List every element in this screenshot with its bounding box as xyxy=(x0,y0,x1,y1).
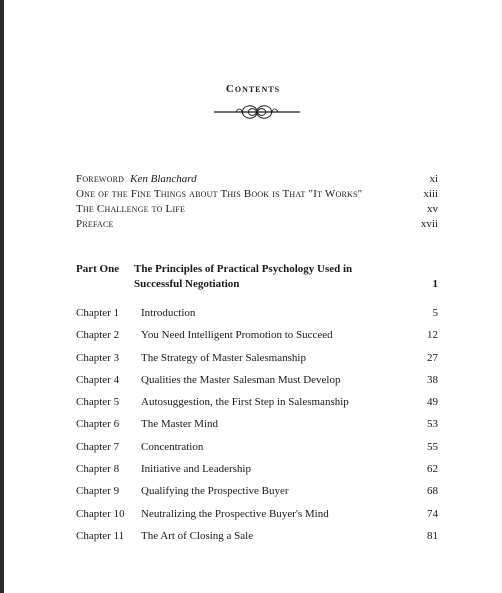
chapter-label: Chapter 11 xyxy=(76,529,125,542)
chapter-page: 12 xyxy=(427,329,438,342)
chapter-label: Chapter 9 xyxy=(76,485,120,498)
chapter-row[interactable] xyxy=(76,395,438,417)
chapter-page: 53 xyxy=(427,418,438,431)
front-matter-page: xiii xyxy=(423,188,438,200)
chapter-title: The Art of Closing a Sale xyxy=(141,529,254,542)
chapter-title: Concentration xyxy=(141,440,204,453)
chapter-row[interactable] xyxy=(76,417,438,439)
chapter-page: 55 xyxy=(427,440,438,453)
chapter-label: Chapter 2 xyxy=(76,329,120,342)
chapter-row[interactable] xyxy=(76,373,438,395)
chapter-row[interactable] xyxy=(76,529,438,551)
chapter-row[interactable] xyxy=(76,507,438,529)
part-page: 1 xyxy=(432,278,438,290)
chapter-page: 68 xyxy=(427,485,438,498)
front-matter-list xyxy=(76,172,438,232)
chapter-page: 62 xyxy=(427,463,438,476)
chapter-label: Chapter 7 xyxy=(76,440,120,453)
chapter-page: 38 xyxy=(427,373,438,386)
part-title-line1: The Principles of Practical Psychology Used in xyxy=(134,263,353,275)
chapter-list xyxy=(76,306,438,551)
chapter-page: 81 xyxy=(427,529,438,542)
chapter-label: Chapter 3 xyxy=(76,351,120,364)
chapter-page: 5 xyxy=(432,307,438,319)
chapter-title: You Need Intelligent Promotion to Succeed xyxy=(141,329,333,342)
chapter-row[interactable] xyxy=(76,462,438,484)
chapter-row[interactable] xyxy=(76,484,438,506)
part-heading[interactable] xyxy=(76,262,438,292)
chapter-title: Autosuggestion, the First Step in Salesmanship xyxy=(141,396,349,409)
chapter-title: The Master Mind xyxy=(141,418,218,431)
front-matter-item[interactable] xyxy=(76,187,438,202)
contents-heading: Contents xyxy=(225,83,281,95)
chapter-title: The Strategy of Master Salesmanship xyxy=(141,351,306,364)
front-matter-item[interactable] xyxy=(76,217,438,232)
front-matter-label: Foreword xyxy=(76,173,125,185)
chapter-row[interactable] xyxy=(76,306,438,328)
chapter-title: Introduction xyxy=(141,307,196,319)
chapter-label: Chapter 1 xyxy=(76,307,120,319)
chapter-page: 49 xyxy=(427,396,438,409)
ornament-divider-icon xyxy=(212,101,302,123)
chapter-title: Initiative and Leadership xyxy=(141,463,251,476)
chapter-title: Qualities the Master Salesman Must Develop xyxy=(141,373,341,386)
front-matter-label: Preface xyxy=(76,218,114,230)
front-matter-item[interactable] xyxy=(76,202,438,217)
front-matter-item[interactable] xyxy=(76,172,438,187)
book-page xyxy=(4,0,502,593)
chapter-page: 74 xyxy=(427,507,438,520)
front-matter-label: One of the Fine Things about This Book is That "It Works" xyxy=(76,188,363,200)
front-matter-page: xi xyxy=(429,173,438,185)
chapter-label: Chapter 6 xyxy=(76,418,120,431)
chapter-label: Chapter 8 xyxy=(76,463,120,476)
chapter-title: Qualifying the Prospective Buyer xyxy=(141,485,289,498)
chapter-label: Chapter 5 xyxy=(76,396,120,409)
chapter-row[interactable] xyxy=(76,328,438,350)
chapter-row[interactable] xyxy=(76,440,438,462)
chapter-label: Chapter 10 xyxy=(76,507,125,520)
front-matter-label: The Challenge to Life xyxy=(76,203,186,215)
chapter-title: Neutralizing the Prospective Buyer's Mind xyxy=(141,507,329,520)
chapter-row[interactable] xyxy=(76,351,438,373)
front-matter-author: Ken Blanchard xyxy=(130,173,197,185)
front-matter-page: xvii xyxy=(420,218,438,230)
part-title-line2: Successful Negotiation xyxy=(134,278,240,290)
chapter-page: 27 xyxy=(427,351,438,364)
part-label: Part One xyxy=(76,263,120,275)
front-matter-page: xv xyxy=(427,203,438,215)
chapter-label: Chapter 4 xyxy=(76,373,120,386)
